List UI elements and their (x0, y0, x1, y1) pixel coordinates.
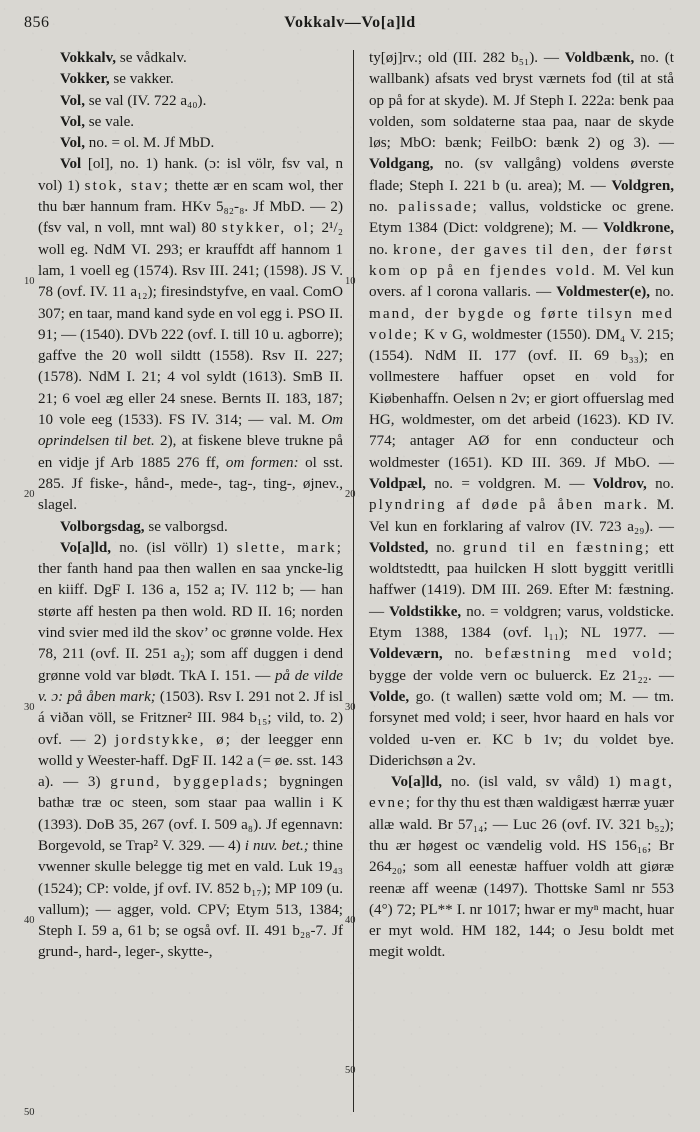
line-number: 10 (24, 276, 35, 287)
column-divider-rule (353, 50, 354, 1112)
dictionary-entry: Vol, se val (IV. 722 a₄₀). (60, 92, 207, 109)
line-number: 50 (345, 1065, 356, 1076)
line-number: 40 (24, 915, 35, 926)
right-text-column (369, 48, 674, 1118)
line-number: 30 (24, 702, 35, 713)
dictionary-entry: Vol [ol], no. 1) hank. (ɔ: isl völr, fsv val, n vol) 1) stok, stav; thette ær en scam wol, ther thu bær hannum fram. HKv 5₈₂-₈. Jf MbD. — 2) (fsv val, n voll, mnt wal) 80 stykker, ol; 2¹/₂ woll eg. NdM VI. 293; er krauffdt aff hannom 1 lam, 1 voell eg (1574). Rsv III. 241; (1598). JS V. 78 (ovf. IV. 11 a₁₂); firesindstyfve, en vaal. ComO 307; en taar, mand kand syde en vol egg i. PSO II. 91; — (1540). DVb 222 (ovf. I. till 10 u. agborre); gaffve the 20 woll sildtt (1558). Rsv II. 227; (1578). NdM I. 21; 4 vol syldt (1613). SmB II. 21; 6 voel æg eller 24 snese. Bernts II. 183, 187; 10 vole eeg (1533). FS IV. 314; — val. M. Om oprindelsen til bet. 2), at fiskene bleve trukne på en vidje jf Arb 1885 276 ff, om formen: ol sst. 285. Jf fiske-, hånd-, mede-, tag-, ting-, øjnev., slagel. (38, 156, 344, 514)
line-number: 30 (345, 702, 356, 713)
page-header (0, 14, 700, 36)
line-number: 40 (345, 915, 356, 926)
left-text-column (38, 48, 343, 1118)
dictionary-entry: Vol, se vale. (60, 113, 135, 130)
dictionary-entry: Vol, no. = ol. M. Jf MbD. (60, 135, 215, 152)
dictionary-entry: Vo[a]ld, no. (isl völlr) 1) slette, mark; ther fanth hand paa then wallen en saa yncke-lig en kiiff. DgF I. 136 a, 152 a; IV. 112 b; — han størte aff hesten pa then wold. RD II. 16; norden vind svier med ild the skov’ oc grønne volde. Hex 78, 211 (ovf. II. 251 a₂); som aff duggen i dend grønne vold var blødt. TkA I. 151. — på de vilde v. ɔ: på åben mark; (1503). Rsv I. 291 not 2. Jf isl á viðan völl, se Fritzner² III. 984 b₁₅; vild, to. 2) ovf. — 2) jordstykke, ø; der leegger enn wolld y Weester-haff. DgF II. 142 a (= øe. sst. 143 a). — 3) grund, byggeplads; bygningen bathæ træ oc steen, som staar paa wallin i K (1393). DoB 35, 267 (ovf. I. 509 a₈). Jf egennavn: Borgevold, se Trap² V. 329. — 4) i nuv. bet.; thine vwenner skulle belegge tig met en vald. Luk 19₄₃ (1524); CP: volde, jf ovf. IV. 852 b₁₇); MP 109 (u. vallum); — agger, vold. CPV; Etym 513, 1384; Steph I. 59 a, 61 b; se også ovf. II. 491 b₂₈-7. Jf grund-, hard-, leger-, skytte-, (38, 539, 344, 961)
text-columns (24, 48, 678, 1118)
dictionary-entry: Vo[a]ld, no. (isl vald, sv våld) 1) magt, evne; for thy thu est thæn waldigæst hærræ yuær allæ wald. Br 57₁₄; — Luc 26 (ovf. IV. 321 b₅₂); thu ær høgest oc vændelig vold. HS 156₁₆; Br 264₂₀; som all eenestæ haffuer voldh att giøræ reenæ aff weenæ (1497). Thottske Saml nr 553 (4°) 72; PL** I. nr 1017; hwar er myⁿ macht, huar er myt wold. HM 182, 144; o Jesu boldt met megit woldt. (369, 774, 674, 961)
dictionary-entry: Vokkalv, se vådkalv. (60, 50, 187, 66)
line-number: 10 (345, 276, 356, 287)
dictionary-entry: ty[øj]rv.; old (III. 282 b₅₁). — Voldbænk, no. (t wallbank) afsats ved bryst værnets fod (til at stå op på for at skyde). M. Jf Steph I. 222a: benk paa volden, som soldaterne staa paa, naar de skyde løs; MbO: bænk; FeilbO: bænk 2) og 3). — Voldgang, no. (sv vallgång) voldens øverste flade; Steph I. 221 b (u. area); M. — Voldgren, no. palissade; vallus, voldsticke oc grene. Etym 1384 (Dict: voldgrene); M. — Voldkrone, no. krone, der gaves til den, der først kom op på en fjendes vold. M. Vel kun overs. af l corona vallaris. — Voldmester(e), no. mand, der bygde og førte tilsyn med volde; K v G, woldmester (1550). DM₄ V. 215; (1554). NdM II. 177 (ovf. II. 69 b₃₃); en vollmestere haffuer opset en vold for Kiøbenhaffn. Oelsen n 2ᴠ; er giort offuerslag med HG, woldmester, om det arbeid (1623). KD IV. 774; antager AØ for enn conducteur och woldmester (1651). KD III. 369. Jf MbO. — Voldpæl, no. = voldgren. M. — Voldrov, no. plyndring af døde på åben mark. M. Vel kun en forklaring af valrov (IV. 723 a₂₉). — Voldsted, no. grund til en fæstning; ett woldtstedtt, paa huilcken H slott byggitt veritlli haffwer (1419). DM III. 269. Efter M: fæstning. — Voldstikke, no. = voldgren; varus, voldsticke. Etym 1388, 1384 (ovf. l₁₁); NL 1977. — Voldeværn, no. befæstning med vold; bygge der volde vern oc buluerck. Ez 21₂₂. — Volde, go. (t wallen) sætte vold om; M. — tm. forsynet med vold; i seer, hvor haard en hals vor volded u-ven er. KC b 1ᴠ; du voldet bye. Diderichsøn a 2ᴠ. (369, 50, 675, 769)
line-number: 20 (24, 489, 35, 500)
running-head: Vokkalv—Vo[a]ld (284, 14, 416, 31)
folio-number: 856 (24, 14, 50, 31)
line-number: 50 (24, 1107, 35, 1118)
dictionary-entry: Vokker, se vakker. (60, 71, 174, 88)
line-number: 20 (345, 489, 356, 500)
dictionary-entry: Volborgsdag, se valborgsd. (60, 518, 228, 535)
